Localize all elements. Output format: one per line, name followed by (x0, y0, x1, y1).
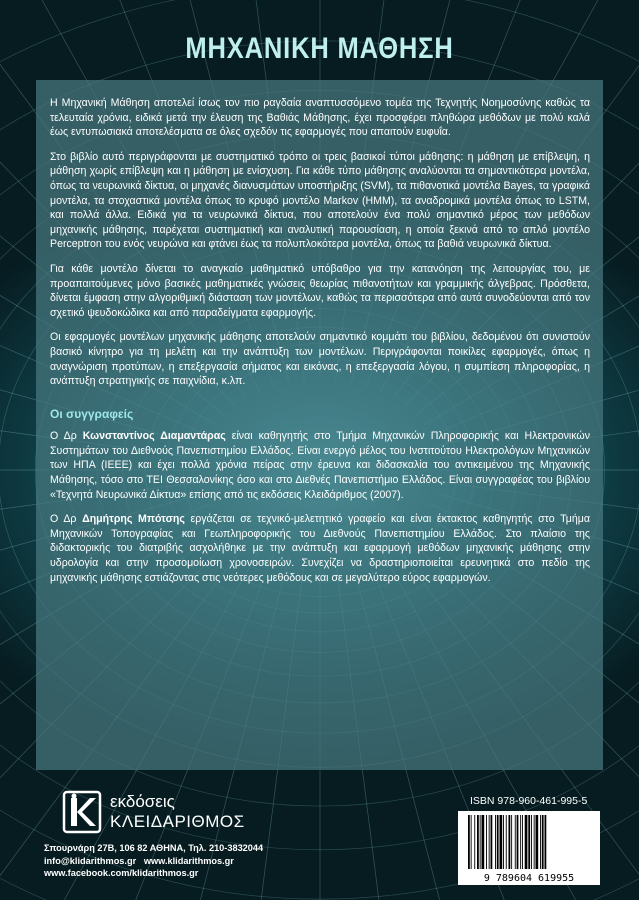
author1-text: είναι καθηγητής στο Τμήμα Μηχανικών Πληροφορικής και Ηλεκτρονικών Συστημάτων του Διεθνούς Πανεπιστημίου Ελλάδος. Είναι ενεργό μέλος του Ινστιτούτου Ηλεκτρολόγων Μηχανικών των ΗΠΑ (IEEE) και έχει πολλά χρόνια πείρας στην έρευνα και διδασκαλία του αντικειμένου της Μηχανικής Μάθησης, τόσο στο ΤΕΙ Θεσσαλονίκης όσο και στο Διεθνές Πανεπιστήμιο Ελλάδος. Είναι συγγραφέας του βιβλίου «Τεχνητά Νευρωνικά Δίκτυα» επίσης από τις εκδόσεις Κλειδάριθμος (2007). (50, 430, 590, 501)
paragraph-4: Οι εφαρμογές μοντέλων μηχανικής μάθησης αποτελούν σημαντικό κομμάτι του βιβλίου, δεδομένου ότι συνιστούν βασικό κίνητρο για τη μελέτη και την ανάπτυξη των μοντέλων. Περιγράφονται ποικίλες εφαρμογές, όπως η αναγνώριση προτύπων, η επεξεργασία σήματος και εικόνας, η επεξεργασία λόγου, η συμπίεση πληροφορίας, η ανάπτυξη στρατηγικής σε παιχνίδια, κ.λπ. (50, 331, 590, 388)
publisher-website[interactable]: www.klidarithmos.gr (143, 855, 234, 866)
paragraph-2: Στο βιβλίο αυτό περιγράφονται με συστηματικό τρόπο οι τρεις βασικοί τύποι μάθησης: η μάθηση με επίβλεψη, η μάθηση χωρίς επίβλεψη και η μάθηση με ενίσχυση. Για κάθε τύπο μάθησης αναλύονται τα σημαντικότερα μοντέλα, όπως τα νευρωνικά δίκτυα, οι μηχανές διανυσμάτων υποστήριξης (SVM), τα πιθανοτικά μοντέλα Bayes, τα γραφικά μοντέλα, τα στοχαστικά μοντέλα όπως το κρυφό μοντέλο Markov (HMM), τα αναδρομικά μοντέλα όπως το LSTM, και πολλά άλλα. Ειδικά για τα νευρωνικά δίκτυα, που αποτελούν ένα πολύ σημαντικό μέρος των μεθόδων μηχανικής μάθησης, παρέχεται συστηματική και αναλυτική παρουσίαση, η οποία ξεκινά από το απλό μοντέλο Perceptron του ενός νευρώνα και φτάνει έως τα πολυπλοκότερα μοντέλα, όπως τα βαθιά νευρωνικά δίκτυα. (50, 150, 590, 251)
author2-name: Δημήτρης Μπότσης (82, 513, 185, 526)
author2-prefix: Ο Δρ (50, 513, 83, 526)
publisher-links (44, 855, 263, 868)
publisher-line2: ΚΛΕΙΔΑΡΙΘΜΟΣ (110, 812, 245, 831)
publisher-line1: εκδόσεις (110, 792, 175, 811)
author2-text: εργάζεται σε τεχνικό-μελετητικό γραφείο και είναι έκτακτος καθηγητής στο Τμήμα Μηχανικών Τοπογραφίας και Γεωπληροφορικής του Διεθνούς Πανεπιστημίου Ελλάδος. Στο πλαίσιο της διδακτορικής του διατριβής ασχολήθηκε με την ανάπτυξη και εφαρμογή μεθόδων μηχανικής μάθησης στην υδρολογία και στην προσομοίωση χρονοσειρών. Συνεχίζει να δραστηριοποιείται ερευνητικά στο πεδίο της μηχανικής μάθησης εστιάζοντας στις νεότερες μεθόδους και σε μεγαλύτερο εύρος εφαρμογών. (50, 513, 590, 584)
paragraph-1: Η Μηχανική Μάθηση αποτελεί ίσως τον πιο ραγδαία αναπτυσσόμενο τομέα της Τεχνητής Νοημοσύνης καθώς τα τελευταία χρόνια, ειδικά μετά την έλευση της Βαθιάς Μάθησης, έχει προσφέρει πληθώρα μεθόδων με πολύ καλά έως εντυπωσιακά αποτελέσματα σε όλες σχεδόν τις εφαρμογές που απαιτούν ευφυΐα. (50, 97, 590, 139)
barcode (458, 811, 600, 885)
publisher-email[interactable]: info@klidarithmos.gr (44, 855, 137, 866)
author1-name: Κωνσταντίνος Διαμαντάρας (82, 430, 226, 443)
back-cover-text (50, 96, 590, 595)
book-title: ΜΗΧΑΝΙΚΗ ΜΑΘΗΣΗ (185, 32, 454, 65)
publisher-facebook[interactable]: www.facebook.com/klidarithmos.gr (44, 868, 199, 878)
publisher-contact (44, 842, 263, 880)
author2-bio (50, 512, 590, 585)
barcode-digits: 9 789604 619955 (483, 873, 575, 884)
publisher-key-logo-icon (62, 790, 102, 834)
authors-heading: Οι συγγραφείς (50, 406, 134, 421)
publisher-name (110, 792, 245, 832)
publisher-address: Σπουρνάρη 27Β, 106 82 ΑΘΗΝΑ, Τηλ. 210-3832044 (44, 843, 264, 853)
isbn-number: ISBN 978-960-461-995-5 (470, 795, 588, 807)
paragraph-3: Για κάθε μοντέλο δίνεται το αναγκαίο μαθηματικό υπόβαθρο για την κατανόηση της λειτουργίας του, με προαπαιτούμενες μόνο βασικές μαθηματικές γνώσεις θεωρίας πιθανοτήτων και γραμμικής άλγεβρας. Πρόσθετα, δίνεται έμφαση στην αλγοριθμική διάσταση των μοντέλων, καθώς τα περισσότερα από αυτά συνοδεύονται από τον σχετικό ψευδοκώδικα και από παραδείγματα εφαρμογής. (50, 262, 590, 319)
author1-bio (50, 429, 590, 502)
author1-prefix: Ο Δρ (50, 430, 83, 443)
